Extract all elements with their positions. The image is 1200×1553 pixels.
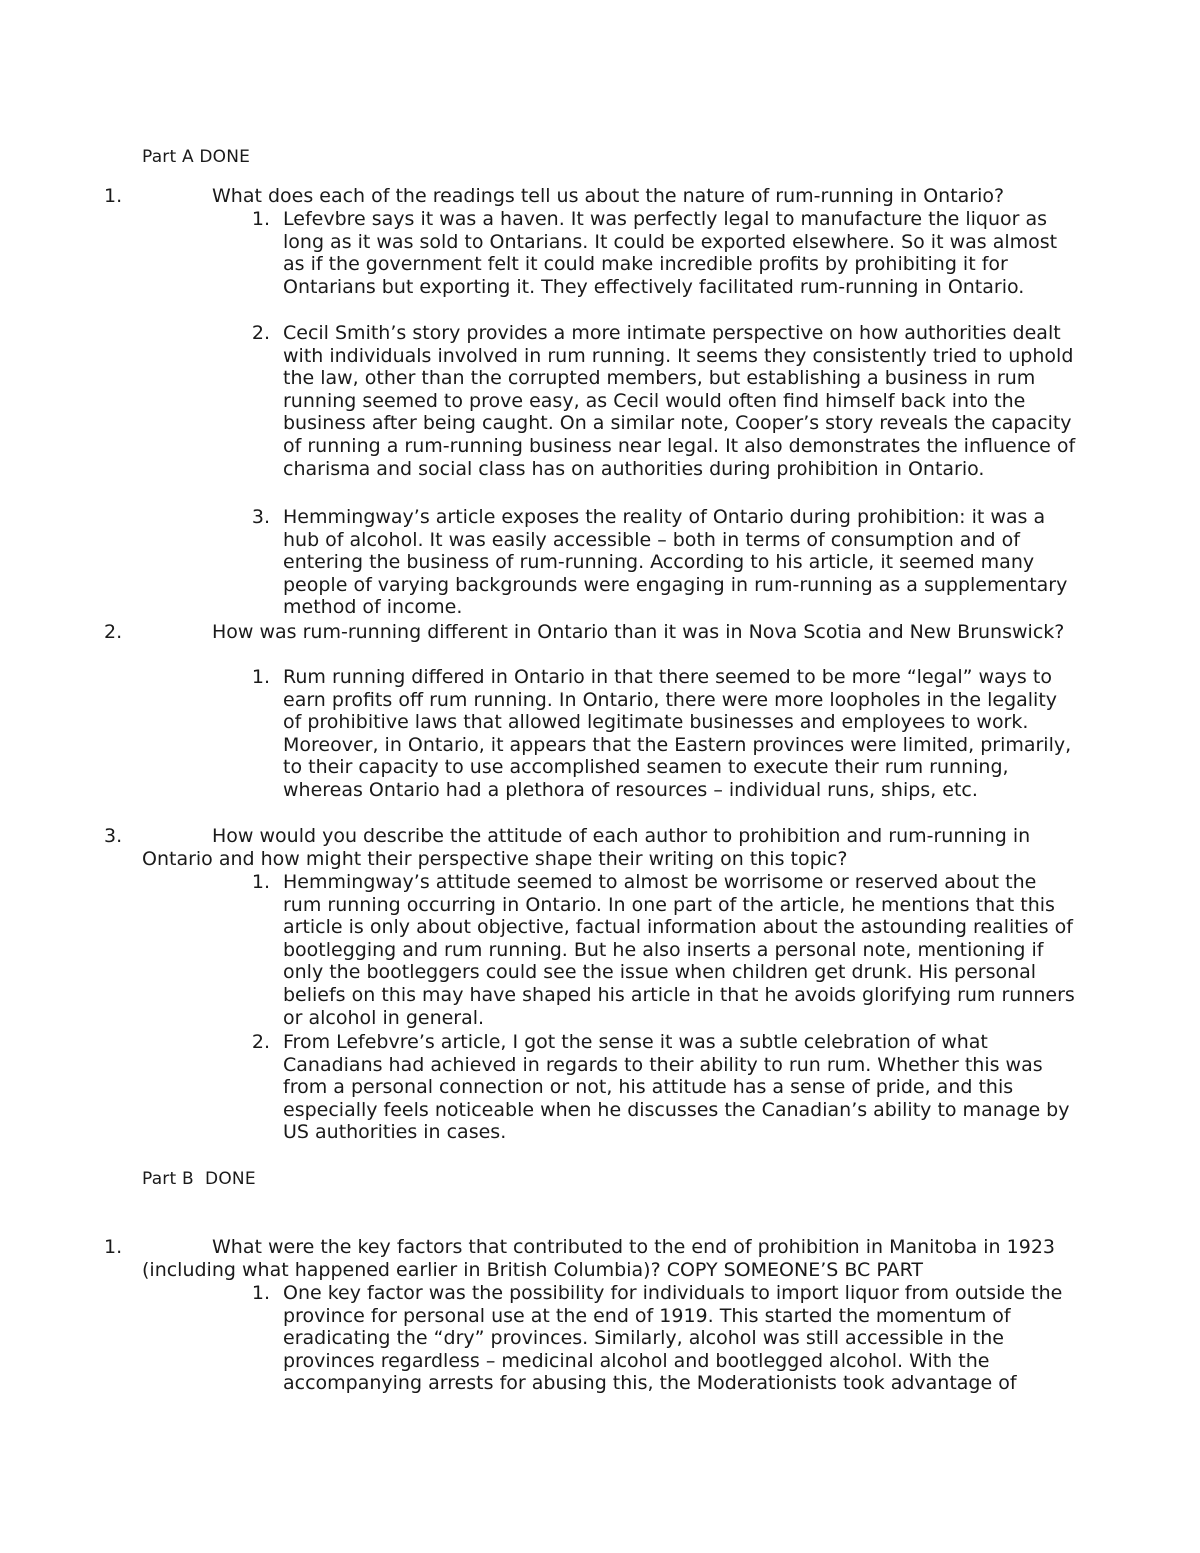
answer-number: 1. — [251, 1282, 270, 1304]
answer-text: Hemmingway’s article exposes the reality of Ontario during prohibition: it was a hub of alcohol. It was easily accessible – both in terms of consumption and of entering the business of rum-running. According to his article, it seemed many people of varying backgrounds were engaging in rum-running as a supplementary method of income. — [283, 506, 1068, 619]
answer-number: 1. — [251, 666, 270, 688]
question-number: 3. — [104, 825, 123, 847]
question-text: What were the key factors that contributed to the end of prohibition in Manitoba in 1923 (including what happened earlier in British Columbia)? COPY SOMEONE’S BC PART — [142, 1236, 1055, 1281]
answer-number: 2. — [251, 322, 270, 344]
answer-text: From Lefebvre’s article, I got the sense it was a subtle celebration of what Canadians had achieved in regards to their ability to run rum. Whether this was from a personal connection or not, his attitude has a sense of pride, and this especially feels noticeable when he discusses the Canadian’s ability to manage by US authorities in cases. — [283, 1031, 1070, 1144]
answer-text: Lefevbre says it was a haven. It was perfectly legal to manufacture the liquor as long as it was sold to Ontarians. It could be exported elsewhere. So it was almost as if the government felt it could make incredible profits by prohibiting it for Ontarians but exporting it. They effectively facilitated rum-running in Ontario. — [283, 208, 1058, 298]
part-b-heading-text: Part B DONE — [142, 1169, 256, 1189]
question-text: How would you describe the attitude of each author to prohibition and rum-running in Ontario and how might their perspective shape their writing on this topic? — [142, 825, 1031, 870]
question-number: 1. — [104, 185, 123, 207]
question-number: 1. — [104, 1236, 123, 1258]
question-text: How was rum-running different in Ontario than it was in Nova Scotia and New Brunswick? — [212, 621, 1065, 643]
answer-text: Rum running differed in Ontario in that there seemed to be more “legal” ways to earn profits off rum running. In Ontario, there were more loopholes in the legality of prohibitive laws that allowed legitimate businesses and employees to work. Moreover, in Ontario, it appears that the Eastern provinces were limited, primarily, to their capacity to use accomplished seamen to execute their rum running, whereas Ontario had a plethora of resources – individual runs, ships, etc. — [283, 666, 1072, 801]
answer-text: Hemmingway’s attitude seemed to almost be worrisome or reserved about the rum running occurring in Ontario. In one part of the article, he mentions that this article is only about objective, factual information about the astounding realities of bootlegging and rum running. But he also inserts a personal note, mentioning if only the bootleggers could see the issue when children get drunk. His personal beliefs on this may have shaped his article in that he avoids glorifying rum runners or alcohol in general. — [283, 871, 1075, 1029]
answer-text: One key factor was the possibility for individuals to import liquor from outside the province for personal use at the end of 1919. This started the momentum of eradicating the “dry” provinces. Similarly, alcohol was still accessible in the provinces regardless – medicinal alcohol and bootlegged alcohol. With the accompanying arrests for abusing this, the Moderationists took advantage of — [283, 1282, 1063, 1395]
answer-number: 1. — [251, 208, 270, 230]
question-text: What does each of the readings tell us about the nature of rum-running in Ontario? — [212, 185, 1005, 207]
answer-number: 1. — [251, 871, 270, 893]
question-number: 2. — [104, 621, 123, 643]
answer-number: 2. — [251, 1031, 270, 1053]
part-a-heading: Part A DONE — [142, 147, 251, 167]
part-b-heading — [142, 1168, 256, 1190]
answer-number: 3. — [251, 506, 270, 528]
answer-text: Cecil Smith’s story provides a more intimate perspective on how authorities dealt with individuals involved in rum running. It seems they consistently tried to uphold the law, other than the corrupted members, but establishing a business in rum running seemed to prove easy, as Cecil would often find himself back into the business after being caught. On a similar note, Cooper’s story reveals the capacity of running a rum-running business near legal. It also demonstrates the influence of charisma and social class has on authorities during prohibition in Ontario. — [283, 322, 1076, 480]
